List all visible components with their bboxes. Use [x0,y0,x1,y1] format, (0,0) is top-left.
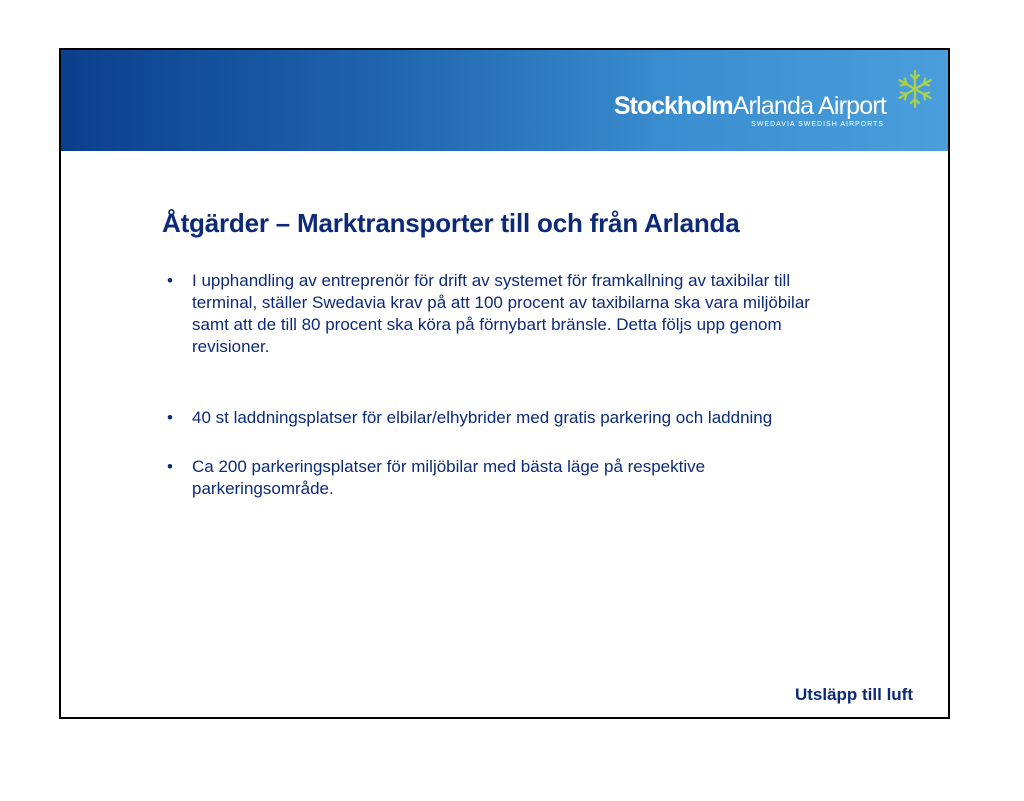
bullet-text: 40 st laddningsplatser för elbilar/elhybrider med gratis parkering och laddning [192,408,773,427]
bullet-item [165,456,825,500]
logo-text-bold: Stockholm [613,92,733,120]
logo-subtitle: SWEDAVIA SWEDISH AIRPORTS [751,121,884,128]
footer-label: Utsläpp till luft [794,685,913,704]
header-banner [61,50,948,151]
logo-text-light: Arlanda Airport [732,92,886,120]
airport-logo [614,92,886,128]
slide [59,48,950,719]
bullet-dot: • [167,408,173,427]
slide-title: Åtgärder – Marktransporter till och från Arlanda [162,208,740,238]
bullet-text: I upphandling av entreprenör för drift av systemet för framkallning av taxibilar till terminal, ställer Swedavia krav på att 100 procent av taxibilarna ska vara miljöbilar samt att de till 80 procent ska köra på förnybart bränsle. Detta följs upp genom revisioner. [192,271,810,356]
snowflake-icon [894,68,936,110]
bullet-item [165,407,825,429]
bullet-dot: • [167,271,173,290]
bullet-list [165,270,825,500]
bullet-dot: • [167,457,173,476]
bullet-text: Ca 200 parkeringsplatser för miljöbilar med bästa läge på respektive parkeringsområde. [192,457,706,498]
bullet-item [165,270,825,358]
